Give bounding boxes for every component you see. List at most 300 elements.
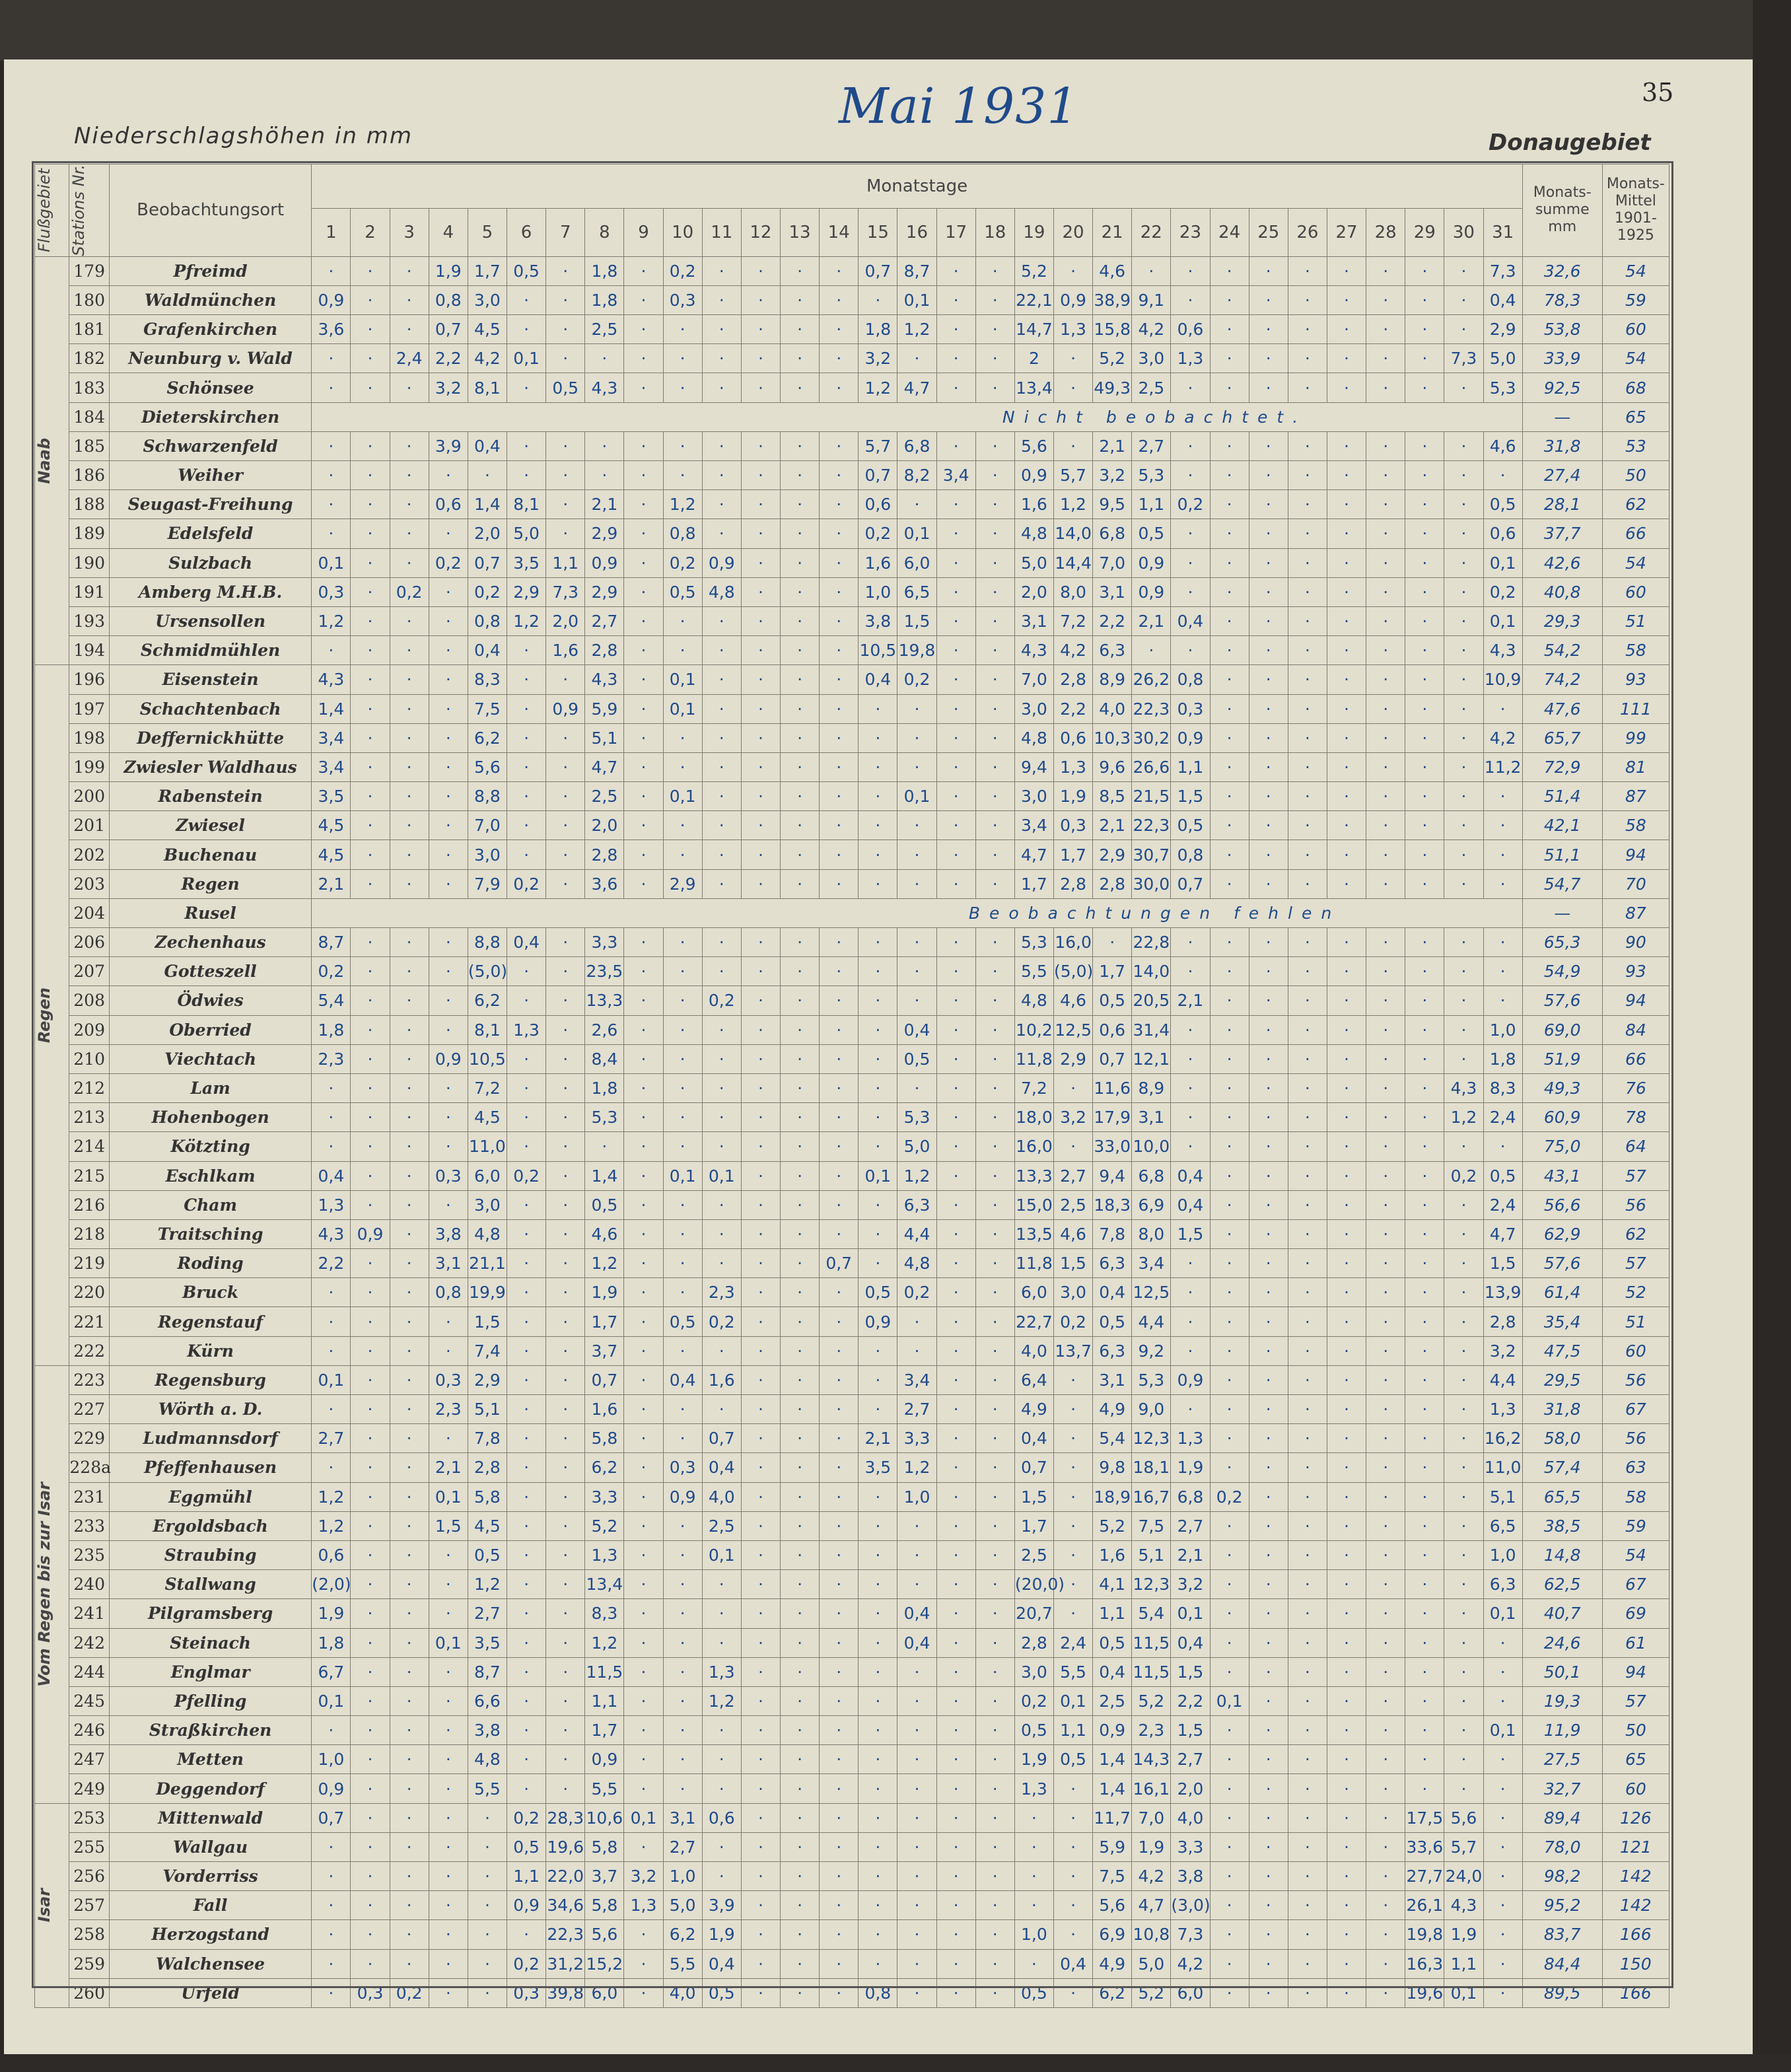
day-value: · [936, 723, 975, 752]
day-value: 5,1 [585, 723, 624, 752]
monthly-mean: 56 [1602, 1190, 1669, 1219]
monthly-mean: 90 [1602, 928, 1669, 957]
day-value: · [624, 431, 663, 460]
basin-label: Vom Regen bis zur Isar [35, 1365, 69, 1803]
station-name: Mittenwald [109, 1803, 311, 1832]
day-value: 1,9 [1053, 782, 1092, 811]
day-value: 10,5 [859, 636, 897, 665]
day-value: · [780, 373, 819, 402]
day-value: · [1366, 1803, 1405, 1832]
day-value: · [624, 1920, 663, 1949]
day-value: · [780, 256, 819, 285]
day-value: 10,6 [585, 1803, 624, 1832]
day-value: · [975, 1920, 1014, 1949]
day-value: · [780, 519, 819, 548]
monthly-sum: 31,8 [1522, 431, 1602, 460]
day-value: · [1366, 1044, 1405, 1073]
day-value: · [1366, 782, 1405, 811]
day-value: 0,9 [351, 1219, 390, 1248]
monthly-mean: 94 [1602, 840, 1669, 869]
day-value: 8,3 [1483, 1073, 1522, 1102]
day-value: 3,9 [429, 431, 468, 460]
monthly-sum: 11,9 [1522, 1716, 1602, 1745]
day-value: 22,3 [546, 1920, 585, 1949]
day-value: · [1171, 928, 1210, 957]
station-number: 223 [69, 1365, 109, 1394]
day-value: · [1249, 811, 1288, 840]
day-value: · [741, 1745, 780, 1774]
monthly-mean: 58 [1602, 1482, 1669, 1511]
day-value: · [859, 1570, 897, 1599]
day-value: 1,4 [1093, 1774, 1132, 1803]
day-value: · [936, 1161, 975, 1190]
day-value: · [351, 928, 390, 957]
monthly-sum: 83,7 [1522, 1920, 1602, 1949]
monthly-sum: 89,4 [1522, 1803, 1602, 1832]
day-header-29: 29 [1405, 208, 1444, 256]
day-value: · [820, 636, 859, 665]
monthly-sum: 14,8 [1522, 1540, 1602, 1569]
day-value: · [1444, 1278, 1483, 1307]
row-note: Beobachtungen fehlen [312, 898, 1522, 927]
day-value: · [312, 431, 351, 460]
day-value: · [1444, 1628, 1483, 1657]
day-value: · [1327, 1453, 1366, 1482]
monthly-sum: 42,1 [1522, 811, 1602, 840]
day-value: · [859, 694, 897, 723]
day-value: · [429, 1599, 468, 1628]
day-value: · [507, 752, 546, 781]
day-value: · [1366, 1628, 1405, 1657]
day-value: 11,8 [1014, 1044, 1053, 1073]
day-value: · [624, 1336, 663, 1365]
station-name: Oberried [109, 1015, 311, 1044]
day-value: · [780, 344, 819, 373]
day-value: · [936, 1628, 975, 1657]
station-number: 194 [69, 636, 109, 665]
table-row [35, 782, 1669, 811]
day-value: · [663, 1745, 702, 1774]
day-value: · [1327, 1190, 1366, 1219]
day-value: · [1405, 344, 1444, 373]
day-value: · [936, 1073, 975, 1102]
days-header: Monatstage [312, 164, 1522, 209]
day-value: · [1327, 1395, 1366, 1424]
day-value: · [1483, 986, 1522, 1015]
day-value: · [1249, 606, 1288, 635]
day-value: · [390, 1570, 429, 1599]
day-value: · [780, 548, 819, 577]
day-value: · [1327, 1949, 1366, 1978]
day-value: · [429, 1103, 468, 1132]
day-value: 1,8 [585, 1073, 624, 1102]
day-value: · [390, 1424, 429, 1453]
day-value: · [546, 285, 585, 314]
day-value: · [1171, 1395, 1210, 1424]
day-value: · [897, 1745, 936, 1774]
station-name: Pfelling [109, 1686, 311, 1715]
day-value: 1,7 [468, 256, 507, 285]
monthly-mean: 81 [1602, 752, 1669, 781]
day-value: 7,2 [1053, 606, 1092, 635]
day-value: · [1171, 285, 1210, 314]
day-value: · [1249, 1832, 1288, 1861]
day-value: 1,0 [1483, 1540, 1522, 1569]
region-label: Donaugebiet [1489, 129, 1651, 156]
station-header: Stations Nr. [69, 164, 109, 257]
day-value: 2,9 [468, 1365, 507, 1394]
day-value: · [1366, 1599, 1405, 1628]
day-value: · [820, 490, 859, 519]
day-value: · [859, 1628, 897, 1657]
day-value: · [624, 840, 663, 869]
day-value: · [897, 1920, 936, 1949]
monthly-sum: 53,8 [1522, 315, 1602, 344]
day-value: · [975, 957, 1014, 986]
day-value: · [624, 957, 663, 986]
day-value: 1,2 [897, 315, 936, 344]
day-value: 4,2 [1132, 1862, 1171, 1891]
day-value: · [546, 490, 585, 519]
day-value: · [1288, 1803, 1327, 1832]
day-value: · [820, 548, 859, 577]
day-value: · [897, 869, 936, 898]
day-value: · [1405, 1278, 1444, 1307]
day-value: · [975, 315, 1014, 344]
day-value: · [1249, 431, 1288, 460]
day-value: · [1444, 1774, 1483, 1803]
day-value: 5,2 [1093, 344, 1132, 373]
day-value: · [1366, 548, 1405, 577]
monthly-sum: 98,2 [1522, 1862, 1602, 1891]
day-value: · [624, 1511, 663, 1540]
day-value: · [936, 606, 975, 635]
day-value: · [975, 1482, 1014, 1511]
station-name: Straßkirchen [109, 1716, 311, 1745]
day-value: 4,4 [1483, 1365, 1522, 1394]
day-value: · [975, 1044, 1014, 1073]
day-value: · [820, 285, 859, 314]
day-value: 16,2 [1483, 1424, 1522, 1453]
monthly-mean: 58 [1602, 811, 1669, 840]
day-value: 22,1 [1014, 285, 1053, 314]
day-value: · [1288, 519, 1327, 548]
day-value: 1,6 [859, 548, 897, 577]
day-value: · [1288, 1424, 1327, 1453]
day-value: 1,4 [585, 1161, 624, 1190]
table-row [35, 431, 1669, 460]
day-value: 2,8 [585, 636, 624, 665]
day-value: · [312, 373, 351, 402]
day-value: · [975, 1424, 1014, 1453]
day-value: · [702, 344, 741, 373]
day-value: 2,8 [1053, 665, 1092, 694]
day-value: · [936, 1540, 975, 1569]
day-value: 2,4 [1483, 1103, 1522, 1132]
day-value: 0,5 [507, 256, 546, 285]
day-value: · [1327, 782, 1366, 811]
station-name: Amberg M.H.B. [109, 577, 311, 606]
day-value: · [663, 723, 702, 752]
day-value: · [1288, 1570, 1327, 1599]
day-value: 0,2 [1210, 1482, 1249, 1511]
day-value: · [897, 1307, 936, 1336]
day-value: · [741, 1336, 780, 1365]
day-value: · [1288, 256, 1327, 285]
day-header-31: 31 [1483, 208, 1522, 256]
day-value: · [624, 1745, 663, 1774]
day-value: · [546, 1511, 585, 1540]
day-value: 27,7 [1405, 1862, 1444, 1891]
day-value: · [624, 1161, 663, 1190]
monthly-mean: 54 [1602, 256, 1669, 285]
day-value: · [820, 344, 859, 373]
day-value: · [1249, 986, 1288, 1015]
table-row [35, 402, 1669, 431]
day-value: · [1444, 256, 1483, 285]
day-value: (5,0) [1053, 957, 1092, 986]
day-value: 0,9 [546, 694, 585, 723]
day-value: · [780, 1482, 819, 1511]
station-name: Deggendorf [109, 1774, 311, 1803]
day-value: · [312, 1453, 351, 1482]
monthly-mean: 66 [1602, 1044, 1669, 1073]
day-value: 0,7 [585, 1365, 624, 1394]
day-value: · [1366, 1949, 1405, 1978]
day-value: · [351, 1745, 390, 1774]
day-value: · [1405, 256, 1444, 285]
day-value: 2,9 [1483, 315, 1522, 344]
day-value: 2,5 [585, 315, 624, 344]
day-value: 0,1 [702, 1161, 741, 1190]
day-value: 4,7 [1483, 1219, 1522, 1248]
day-value: 7,0 [468, 811, 507, 840]
day-value: · [1327, 1278, 1366, 1307]
day-value: · [1171, 431, 1210, 460]
day-value: 6,0 [1014, 1278, 1053, 1307]
day-value: · [1210, 577, 1249, 606]
day-value: · [936, 1686, 975, 1715]
day-value: 5,0 [507, 519, 546, 548]
station-name: Kürn [109, 1336, 311, 1365]
day-value: 0,8 [663, 519, 702, 548]
day-value: · [897, 1862, 936, 1891]
day-value: · [1171, 461, 1210, 490]
day-value: · [390, 1249, 429, 1278]
day-value: · [1210, 840, 1249, 869]
day-value: · [975, 1190, 1014, 1219]
day-value: 5,0 [663, 1891, 702, 1920]
day-value: · [351, 256, 390, 285]
day-value: 1,5 [1171, 1219, 1210, 1248]
day-value: · [507, 1336, 546, 1365]
monthly-sum: 28,1 [1522, 490, 1602, 519]
day-value: · [507, 811, 546, 840]
day-value: · [1288, 1891, 1327, 1920]
day-value: · [741, 1570, 780, 1599]
day-value: · [1210, 1395, 1249, 1424]
day-value: · [820, 1453, 859, 1482]
day-value: · [390, 665, 429, 694]
day-value: · [1288, 285, 1327, 314]
day-value: · [1405, 490, 1444, 519]
day-value: · [1483, 1628, 1522, 1657]
day-value: 0,7 [859, 256, 897, 285]
day-value: · [1249, 752, 1288, 781]
day-value: · [741, 957, 780, 986]
day-value: · [624, 1832, 663, 1861]
day-value: · [507, 1395, 546, 1424]
day-value: · [624, 1249, 663, 1278]
day-value: 1,7 [585, 1716, 624, 1745]
day-value: 0,2 [1014, 1686, 1053, 1715]
day-value: · [312, 1307, 351, 1336]
day-value: 1,1 [1171, 752, 1210, 781]
day-header-16: 16 [897, 208, 936, 256]
day-value: · [351, 1132, 390, 1161]
day-value: · [1249, 1132, 1288, 1161]
day-value: · [351, 1103, 390, 1132]
day-value: · [507, 1219, 546, 1248]
day-value: 6,2 [663, 1920, 702, 1949]
station-name: Zwiesler Waldhaus [109, 752, 311, 781]
day-value: · [780, 1774, 819, 1803]
monthly-mean: 126 [1602, 1803, 1669, 1832]
monthly-mean: 56 [1602, 1365, 1669, 1394]
day-value: · [1171, 1073, 1210, 1102]
day-value: 0,7 [429, 315, 468, 344]
day-value: · [663, 1395, 702, 1424]
day-value: · [624, 811, 663, 840]
day-value: 5,3 [1483, 373, 1522, 402]
day-value: 2,0 [1014, 577, 1053, 606]
day-value: · [859, 1103, 897, 1132]
day-value: 0,2 [1444, 1161, 1483, 1190]
day-value: 8,8 [468, 928, 507, 957]
day-value: · [897, 957, 936, 986]
day-value: · [975, 1832, 1014, 1861]
day-value: 9,6 [1093, 752, 1132, 781]
station-number: 180 [69, 285, 109, 314]
day-value: · [1366, 723, 1405, 752]
day-value: 3,2 [1053, 1103, 1092, 1132]
day-value: 0,5 [1483, 1161, 1522, 1190]
day-value: · [702, 665, 741, 694]
day-value: · [1405, 1424, 1444, 1453]
day-value: · [702, 1745, 741, 1774]
day-value: · [663, 1657, 702, 1686]
day-value: · [936, 1453, 975, 1482]
day-value: 14,0 [1132, 957, 1171, 986]
monthly-sum: 89,5 [1522, 1978, 1602, 2007]
day-value: · [820, 256, 859, 285]
day-value: 4,3 [1014, 636, 1053, 665]
day-value: · [546, 1249, 585, 1278]
day-value: · [1327, 1511, 1366, 1540]
day-value: 2,1 [859, 1424, 897, 1453]
day-value: · [312, 1891, 351, 1920]
day-value: · [820, 1395, 859, 1424]
day-value: 13,5 [1014, 1219, 1053, 1248]
day-value: · [1014, 1832, 1053, 1861]
day-value: 4,0 [1014, 1336, 1053, 1365]
day-value: · [1171, 577, 1210, 606]
day-value: · [780, 986, 819, 1015]
day-value: 21,1 [468, 1249, 507, 1278]
day-value: · [1053, 1453, 1092, 1482]
day-header-6: 6 [507, 208, 546, 256]
day-value: 22,3 [1132, 694, 1171, 723]
day-value: 4,3 [1483, 636, 1522, 665]
day-value: 3,8 [1171, 1862, 1210, 1891]
day-value: · [351, 1395, 390, 1424]
day-value: 11,2 [1483, 752, 1522, 781]
day-value: · [1483, 928, 1522, 957]
day-value: · [702, 782, 741, 811]
day-value: · [624, 1190, 663, 1219]
day-value: · [741, 1482, 780, 1511]
day-value: · [1171, 1278, 1210, 1307]
day-value: · [1288, 1190, 1327, 1219]
day-value: · [1405, 1307, 1444, 1336]
day-value: 0,9 [663, 1482, 702, 1511]
station-name: Metten [109, 1745, 311, 1774]
day-value: 3,8 [468, 1716, 507, 1745]
day-value: 0,1 [429, 1482, 468, 1511]
day-value: · [390, 1278, 429, 1307]
day-value: · [468, 1832, 507, 1861]
day-value: 1,5 [1014, 1482, 1053, 1511]
day-value: 1,2 [312, 1511, 351, 1540]
day-value: 0,1 [429, 1628, 468, 1657]
day-value: · [741, 1044, 780, 1073]
day-value: 3,3 [585, 1482, 624, 1511]
day-value: · [1327, 1716, 1366, 1745]
day-value: · [351, 1628, 390, 1657]
day-value: · [1327, 1862, 1366, 1891]
day-value: · [780, 869, 819, 898]
day-value: · [1288, 986, 1327, 1015]
day-value: 0,5 [468, 1540, 507, 1569]
day-value: · [741, 840, 780, 869]
station-number: 186 [69, 461, 109, 490]
day-value: 14,4 [1053, 548, 1092, 577]
day-value: · [624, 1949, 663, 1978]
day-value: · [1327, 636, 1366, 665]
monthly-mean: 94 [1602, 986, 1669, 1015]
station-number: 229 [69, 1424, 109, 1453]
day-value: · [780, 1745, 819, 1774]
day-value: 5,6 [468, 752, 507, 781]
day-value: · [507, 840, 546, 869]
day-value: · [351, 1862, 390, 1891]
day-value: · [1210, 1365, 1249, 1394]
monthly-mean: 67 [1602, 1395, 1669, 1424]
day-value: 1,2 [897, 1161, 936, 1190]
day-value: · [429, 752, 468, 781]
day-value: · [546, 1132, 585, 1161]
day-value: · [429, 1336, 468, 1365]
station-name: Ursensollen [109, 606, 311, 635]
day-value: 5,9 [1093, 1832, 1132, 1861]
day-value: · [702, 461, 741, 490]
day-value: · [820, 1307, 859, 1336]
day-value: 11,5 [585, 1657, 624, 1686]
day-value: · [820, 1190, 859, 1219]
day-value: · [820, 1803, 859, 1832]
day-value: 26,2 [1132, 665, 1171, 694]
day-value: 3,0 [1014, 1657, 1053, 1686]
